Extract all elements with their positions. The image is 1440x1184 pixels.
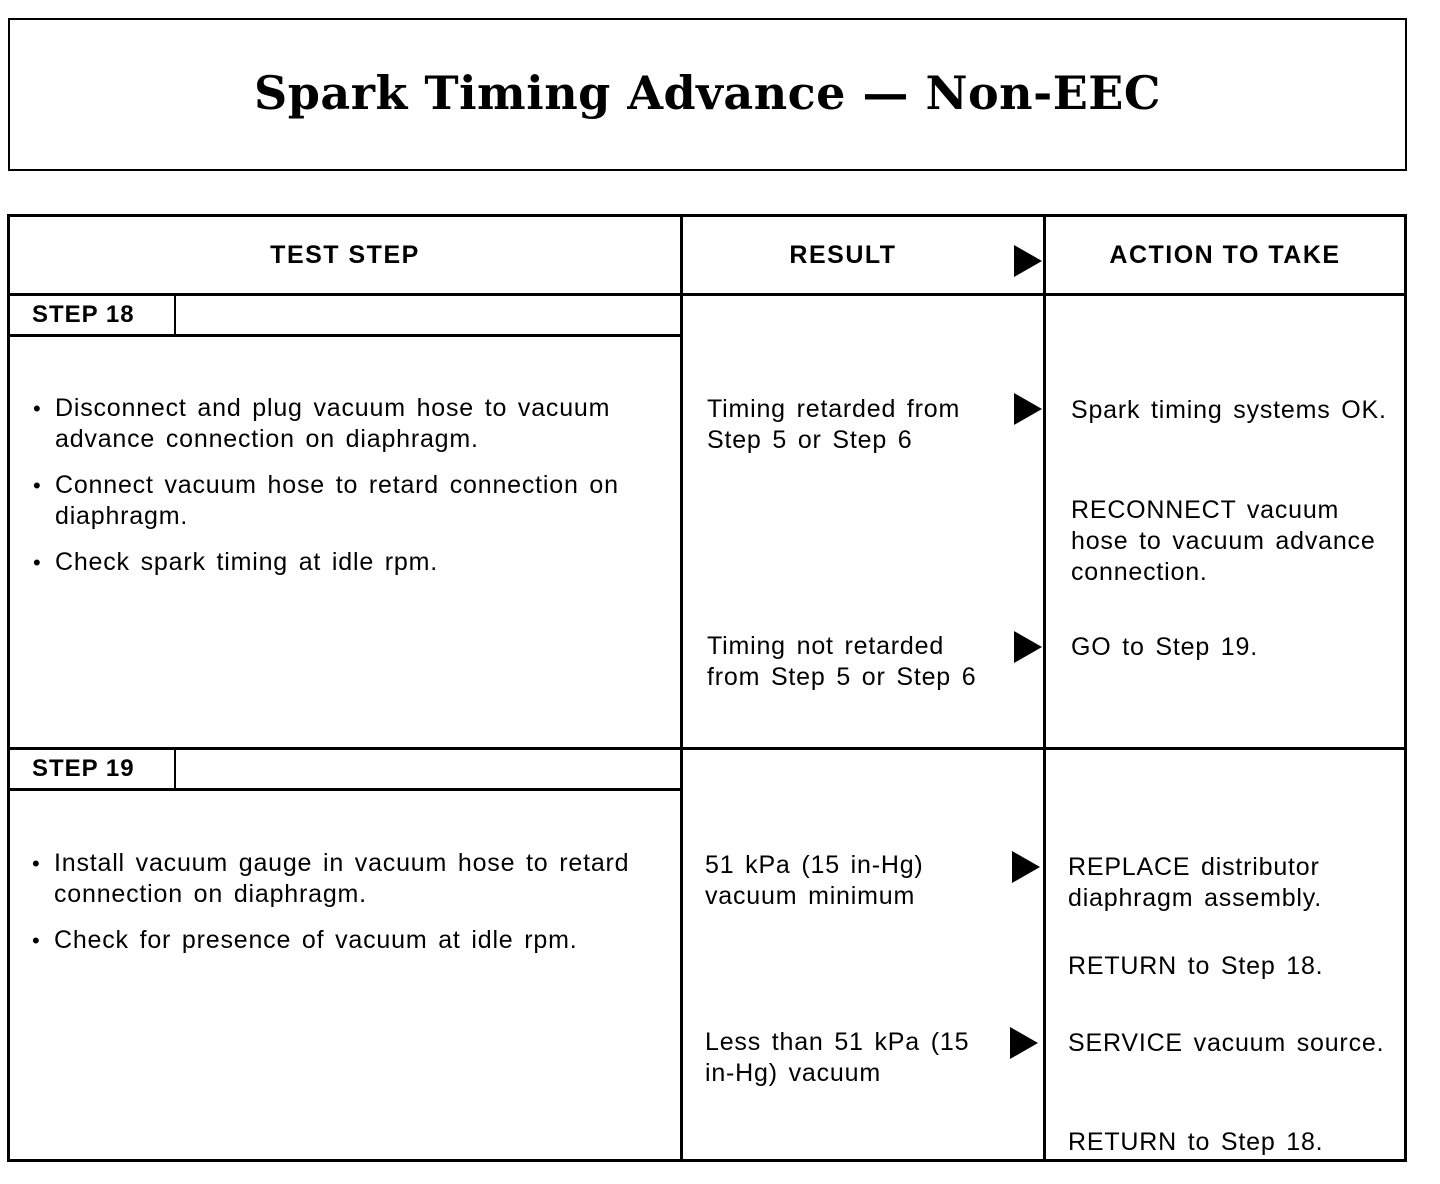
page-title: Spark Timing Advance — Non-EEC <box>254 65 1161 120</box>
step-19-action-1a: REPLACE distributor diaphragm assembly. <box>1068 853 1322 912</box>
step-19-action-2b: RETURN to Step 18. <box>1068 1128 1324 1156</box>
step-label-box-18 <box>174 296 176 334</box>
step-divider <box>10 747 1404 750</box>
step-18-instructions <box>33 393 663 593</box>
step-18-result-1: Timing retarded from Step 5 or Step 6 <box>707 395 961 454</box>
list-item: • Install vacuum gauge in vacuum hose to retard connection on diaphragm. <box>32 849 630 908</box>
result-arrow-icon <box>1012 851 1040 883</box>
step-18-result-2: Timing not retarded from Step 5 or Step 6 <box>707 632 977 691</box>
step-19-action-1b: RETURN to Step 18. <box>1068 952 1324 980</box>
header-divider <box>10 293 1404 296</box>
step-18-action-2a: GO to Step 19. <box>1071 633 1258 661</box>
step-label-19: STEP 19 <box>32 755 135 782</box>
diagnostic-table <box>7 214 1407 1162</box>
column-divider-result <box>680 217 683 1159</box>
header-result: RESULT <box>789 240 897 269</box>
step-label-box-19 <box>174 750 176 788</box>
result-arrow-icon <box>1014 631 1042 663</box>
step-18-action-1a: Spark timing systems OK. <box>1071 396 1387 424</box>
header-test-step: TEST STEP <box>270 240 420 269</box>
result-arrow-icon <box>1014 393 1042 425</box>
step-19-action-2a: SERVICE vacuum source. <box>1068 1029 1385 1057</box>
result-arrow-icon <box>1010 1027 1038 1059</box>
list-item: • Check for presence of vacuum at idle rpm. <box>32 926 578 954</box>
column-divider-action <box>1043 217 1046 1159</box>
list-item: • Disconnect and plug vacuum hose to vacuum advance connection on diaphragm. <box>33 394 611 453</box>
step-18-label-divider <box>10 334 680 337</box>
title-box <box>8 18 1407 171</box>
step-19-result-1: 51 kPa (15 in-Hg) vacuum minimum <box>705 851 924 910</box>
list-item: • Connect vacuum hose to retard connection on diaphragm. <box>33 471 619 530</box>
list-item: • Check spark timing at idle rpm. <box>33 548 438 576</box>
step-19-result-2: Less than 51 kPa (15 in-Hg) vacuum <box>705 1028 970 1087</box>
header-arrow-icon <box>1014 245 1042 277</box>
step-18-action-1b: RECONNECT vacuum hose to vacuum advance connection. <box>1071 496 1376 586</box>
step-19-instructions <box>32 848 662 971</box>
header-action: ACTION TO TAKE <box>1109 240 1341 269</box>
step-label-18: STEP 18 <box>32 301 135 328</box>
step-19-label-divider <box>10 788 680 791</box>
